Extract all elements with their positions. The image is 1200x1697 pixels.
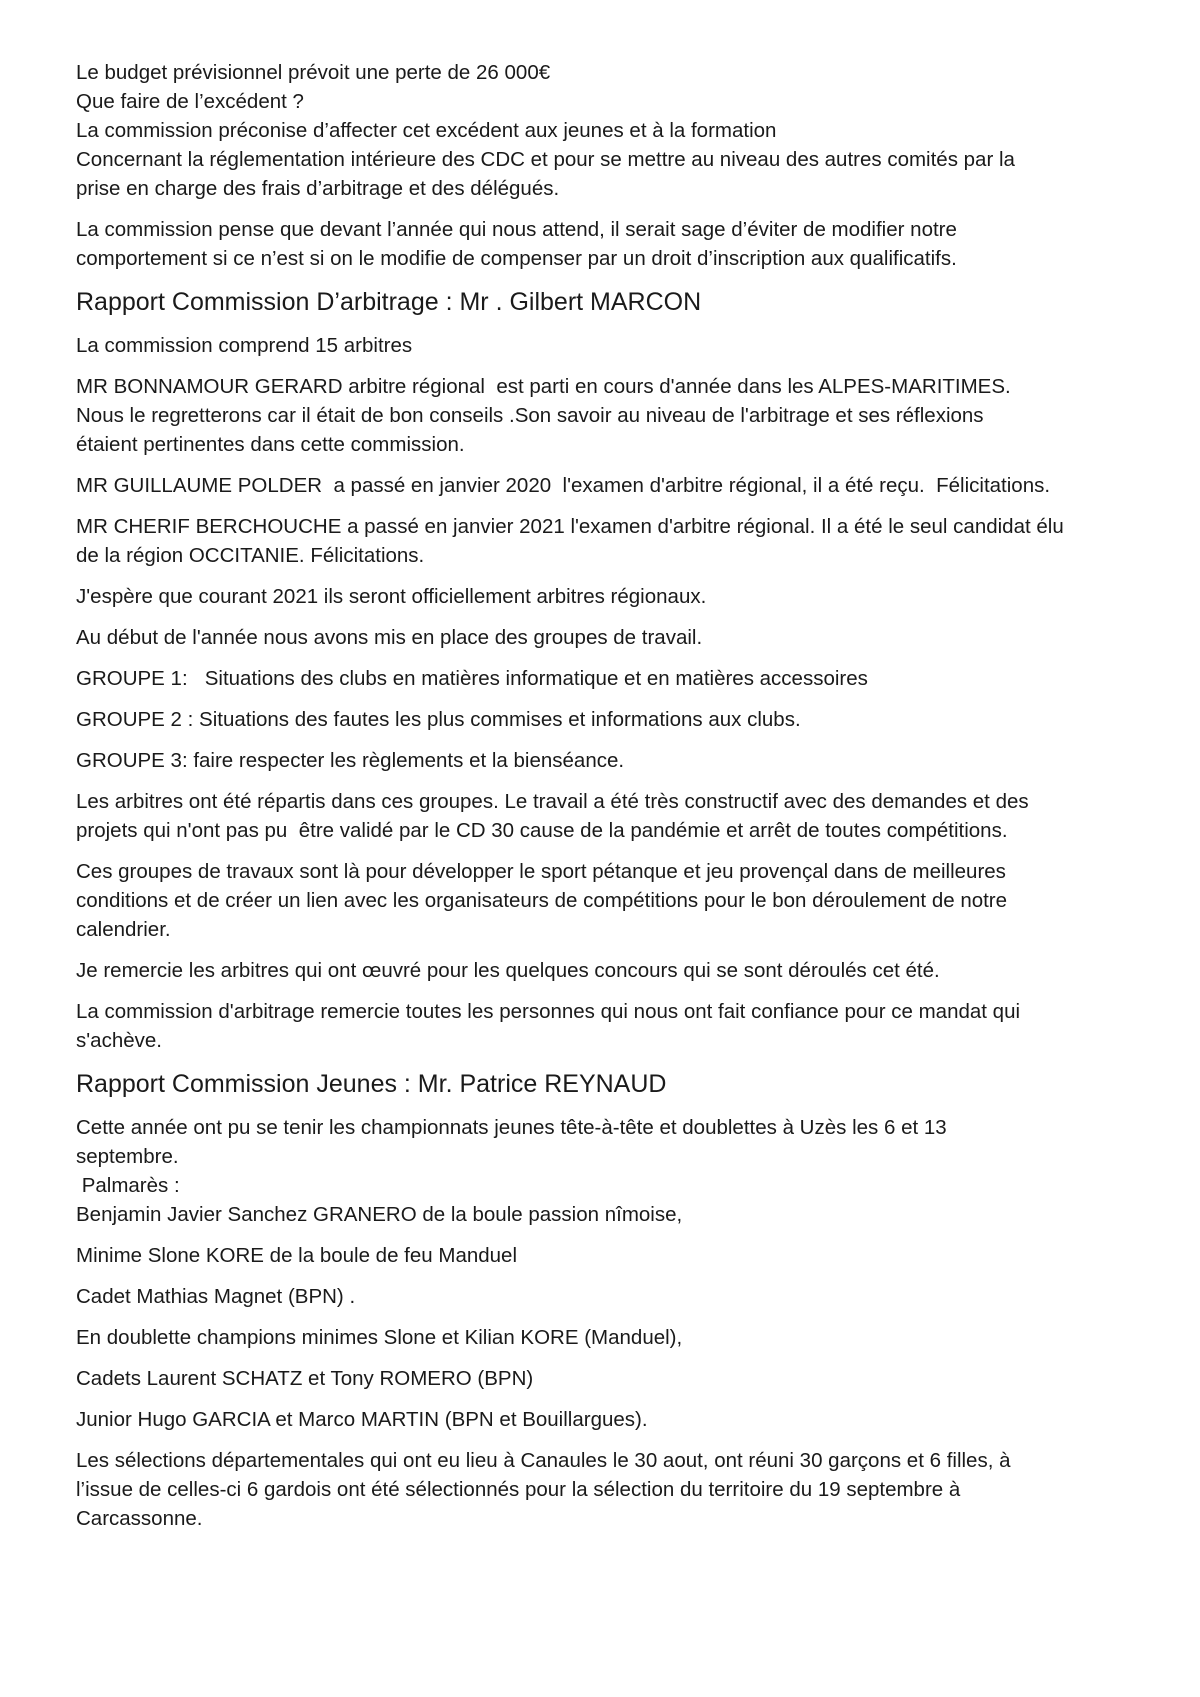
paragraph: [76, 1241, 1136, 1270]
paragraph-line: l’issue de celles-ci 6 gardois ont été sélectionnés pour la sélection du territoire du 19 septembre à: [76, 1478, 961, 1501]
paragraph: [76, 705, 1136, 734]
paragraph-line: Nous le regretterons car il était de bon conseils .Son savoir au niveau de l'arbitrage et ses réflexions: [76, 404, 984, 427]
paragraph-line: étaient pertinentes dans cette commission.: [76, 433, 465, 456]
paragraph-line: Les sélections départementales qui ont eu lieu à Canaules le 30 aout, ont réuni 30 garçons et 6 filles, à: [76, 1449, 1011, 1472]
jeunes-intro: [76, 1113, 1136, 1229]
paragraph: [76, 746, 1136, 775]
paragraph-line: Les arbitres ont été répartis dans ces groupes. Le travail a été très constructif avec des demandes et des: [76, 790, 1029, 813]
paragraph: [76, 471, 1136, 500]
paragraph-line: s'achève.: [76, 1029, 162, 1052]
paragraph-line: conditions et de créer un lien avec les organisateurs de compétitions pour le bon déroulement de notre: [76, 889, 1008, 912]
paragraph-line: Ces groupes de travaux sont là pour développer le sport pétanque et jeu provençal dans de meilleures: [76, 860, 1006, 883]
paragraph: [76, 1323, 1136, 1352]
paragraph-line: calendrier.: [76, 918, 171, 941]
paragraph: [76, 787, 1136, 845]
paragraph: [76, 956, 1136, 985]
budget-line: Le budget prévisionnel prévoit une perte de 26 000€: [76, 61, 551, 84]
budget-line: Concernant la réglementation intérieure des CDC et pour se mettre au niveau des autres comités par la: [76, 148, 1015, 171]
paragraph: [76, 857, 1136, 944]
section-heading-arbitrage: Rapport Commission D’arbitrage : Mr . Gilbert MARCON: [76, 288, 702, 316]
paragraph: [76, 1282, 1136, 1311]
paragraph: [76, 664, 1136, 693]
paragraph-line: Carcassonne.: [76, 1507, 203, 1530]
paragraph: [76, 997, 1136, 1055]
paragraph-line: MR BONNAMOUR GERARD arbitre régional est parti en cours d'année dans les ALPES-MARITIMES.: [76, 375, 1011, 398]
paragraph-line: La commission d'arbitrage remercie toutes les personnes qui nous ont fait confiance pour ce mandat qui: [76, 1000, 1021, 1023]
jeunes-section: [76, 1241, 1136, 1533]
paragraph-line: Cadets Laurent SCHATZ et Tony ROMERO (BPN): [76, 1367, 534, 1390]
paragraph-line: comportement si ce n’est si on le modifie de compenser par un droit d’inscription aux qualificatifs.: [76, 247, 957, 270]
paragraph-line: MR CHERIF BERCHOUCHE a passé en janvier 2021 l'examen d'arbitre régional. Il a été le seul candidat élu: [76, 515, 1064, 538]
paragraph: [76, 331, 1136, 360]
paragraph: [76, 623, 1136, 652]
paragraph-line: Au début de l'année nous avons mis en place des groupes de travail.: [76, 626, 703, 649]
paragraph: [76, 582, 1136, 611]
palmares-entry: Benjamin Javier Sanchez GRANERO de la boule passion nîmoise,: [76, 1203, 683, 1226]
budget-block: [76, 58, 1136, 203]
paragraph-line: projets qui n'ont pas pu être validé par le CD 30 cause de la pandémie et arrêt de toutes compétitions.: [76, 819, 1008, 842]
paragraph-line: Cadet Mathias Magnet (BPN) .: [76, 1285, 356, 1308]
paragraph-line: Minime Slone KORE de la boule de feu Manduel: [76, 1244, 518, 1267]
paragraph: [76, 1405, 1136, 1434]
budget-line: prise en charge des frais d’arbitrage et des délégués.: [76, 177, 560, 200]
paragraph-line: Cette année ont pu se tenir les championnats jeunes tête-à-tête et doublettes à Uzès les 6 et 13: [76, 1116, 947, 1139]
paragraph-line: septembre.: [76, 1145, 179, 1168]
document-body: [76, 58, 1136, 1545]
paragraph: [76, 1364, 1136, 1393]
arbitrage-section: [76, 331, 1136, 1055]
budget-line: Que faire de l’excédent ?: [76, 90, 304, 113]
paragraph-line: de la région OCCITANIE. Félicitations.: [76, 544, 425, 567]
paragraph-line: Je remercie les arbitres qui ont œuvré pour les quelques concours qui se sont déroulés cet été.: [76, 959, 940, 982]
paragraph-line: GROUPE 1: Situations des clubs en matières informatique et en matières accessoires: [76, 667, 868, 690]
paragraph: [76, 372, 1136, 459]
paragraph-line: En doublette champions minimes Slone et Kilian KORE (Manduel),: [76, 1326, 683, 1349]
paragraph-line: J'espère que courant 2021 ils seront officiellement arbitres régionaux.: [76, 585, 707, 608]
paragraph-line: Junior Hugo GARCIA et Marco MARTIN (BPN et Bouillargues).: [76, 1408, 648, 1431]
section-heading-jeunes: Rapport Commission Jeunes : Mr. Patrice REYNAUD: [76, 1070, 667, 1098]
paragraph-line: La commission comprend 15 arbitres: [76, 334, 413, 357]
paragraph-line: La commission pense que devant l’année qui nous attend, il serait sage d’éviter de modifier notre: [76, 218, 957, 241]
palmares-label: Palmarès :: [76, 1174, 180, 1197]
paragraph-line: GROUPE 3: faire respecter les règlements et la bienséance.: [76, 749, 625, 772]
budget-line: La commission préconise d’affecter cet excédent aux jeunes et à la formation: [76, 119, 777, 142]
paragraph: [76, 1446, 1136, 1533]
paragraph-line: MR GUILLAUME POLDER a passé en janvier 2020 l'examen d'arbitre régional, il a été reçu. Félicitations.: [76, 474, 1051, 497]
paragraph: [76, 512, 1136, 570]
paragraph-line: GROUPE 2 : Situations des fautes les plus commises et informations aux clubs.: [76, 708, 801, 731]
budget-paragraph: [76, 215, 1136, 273]
